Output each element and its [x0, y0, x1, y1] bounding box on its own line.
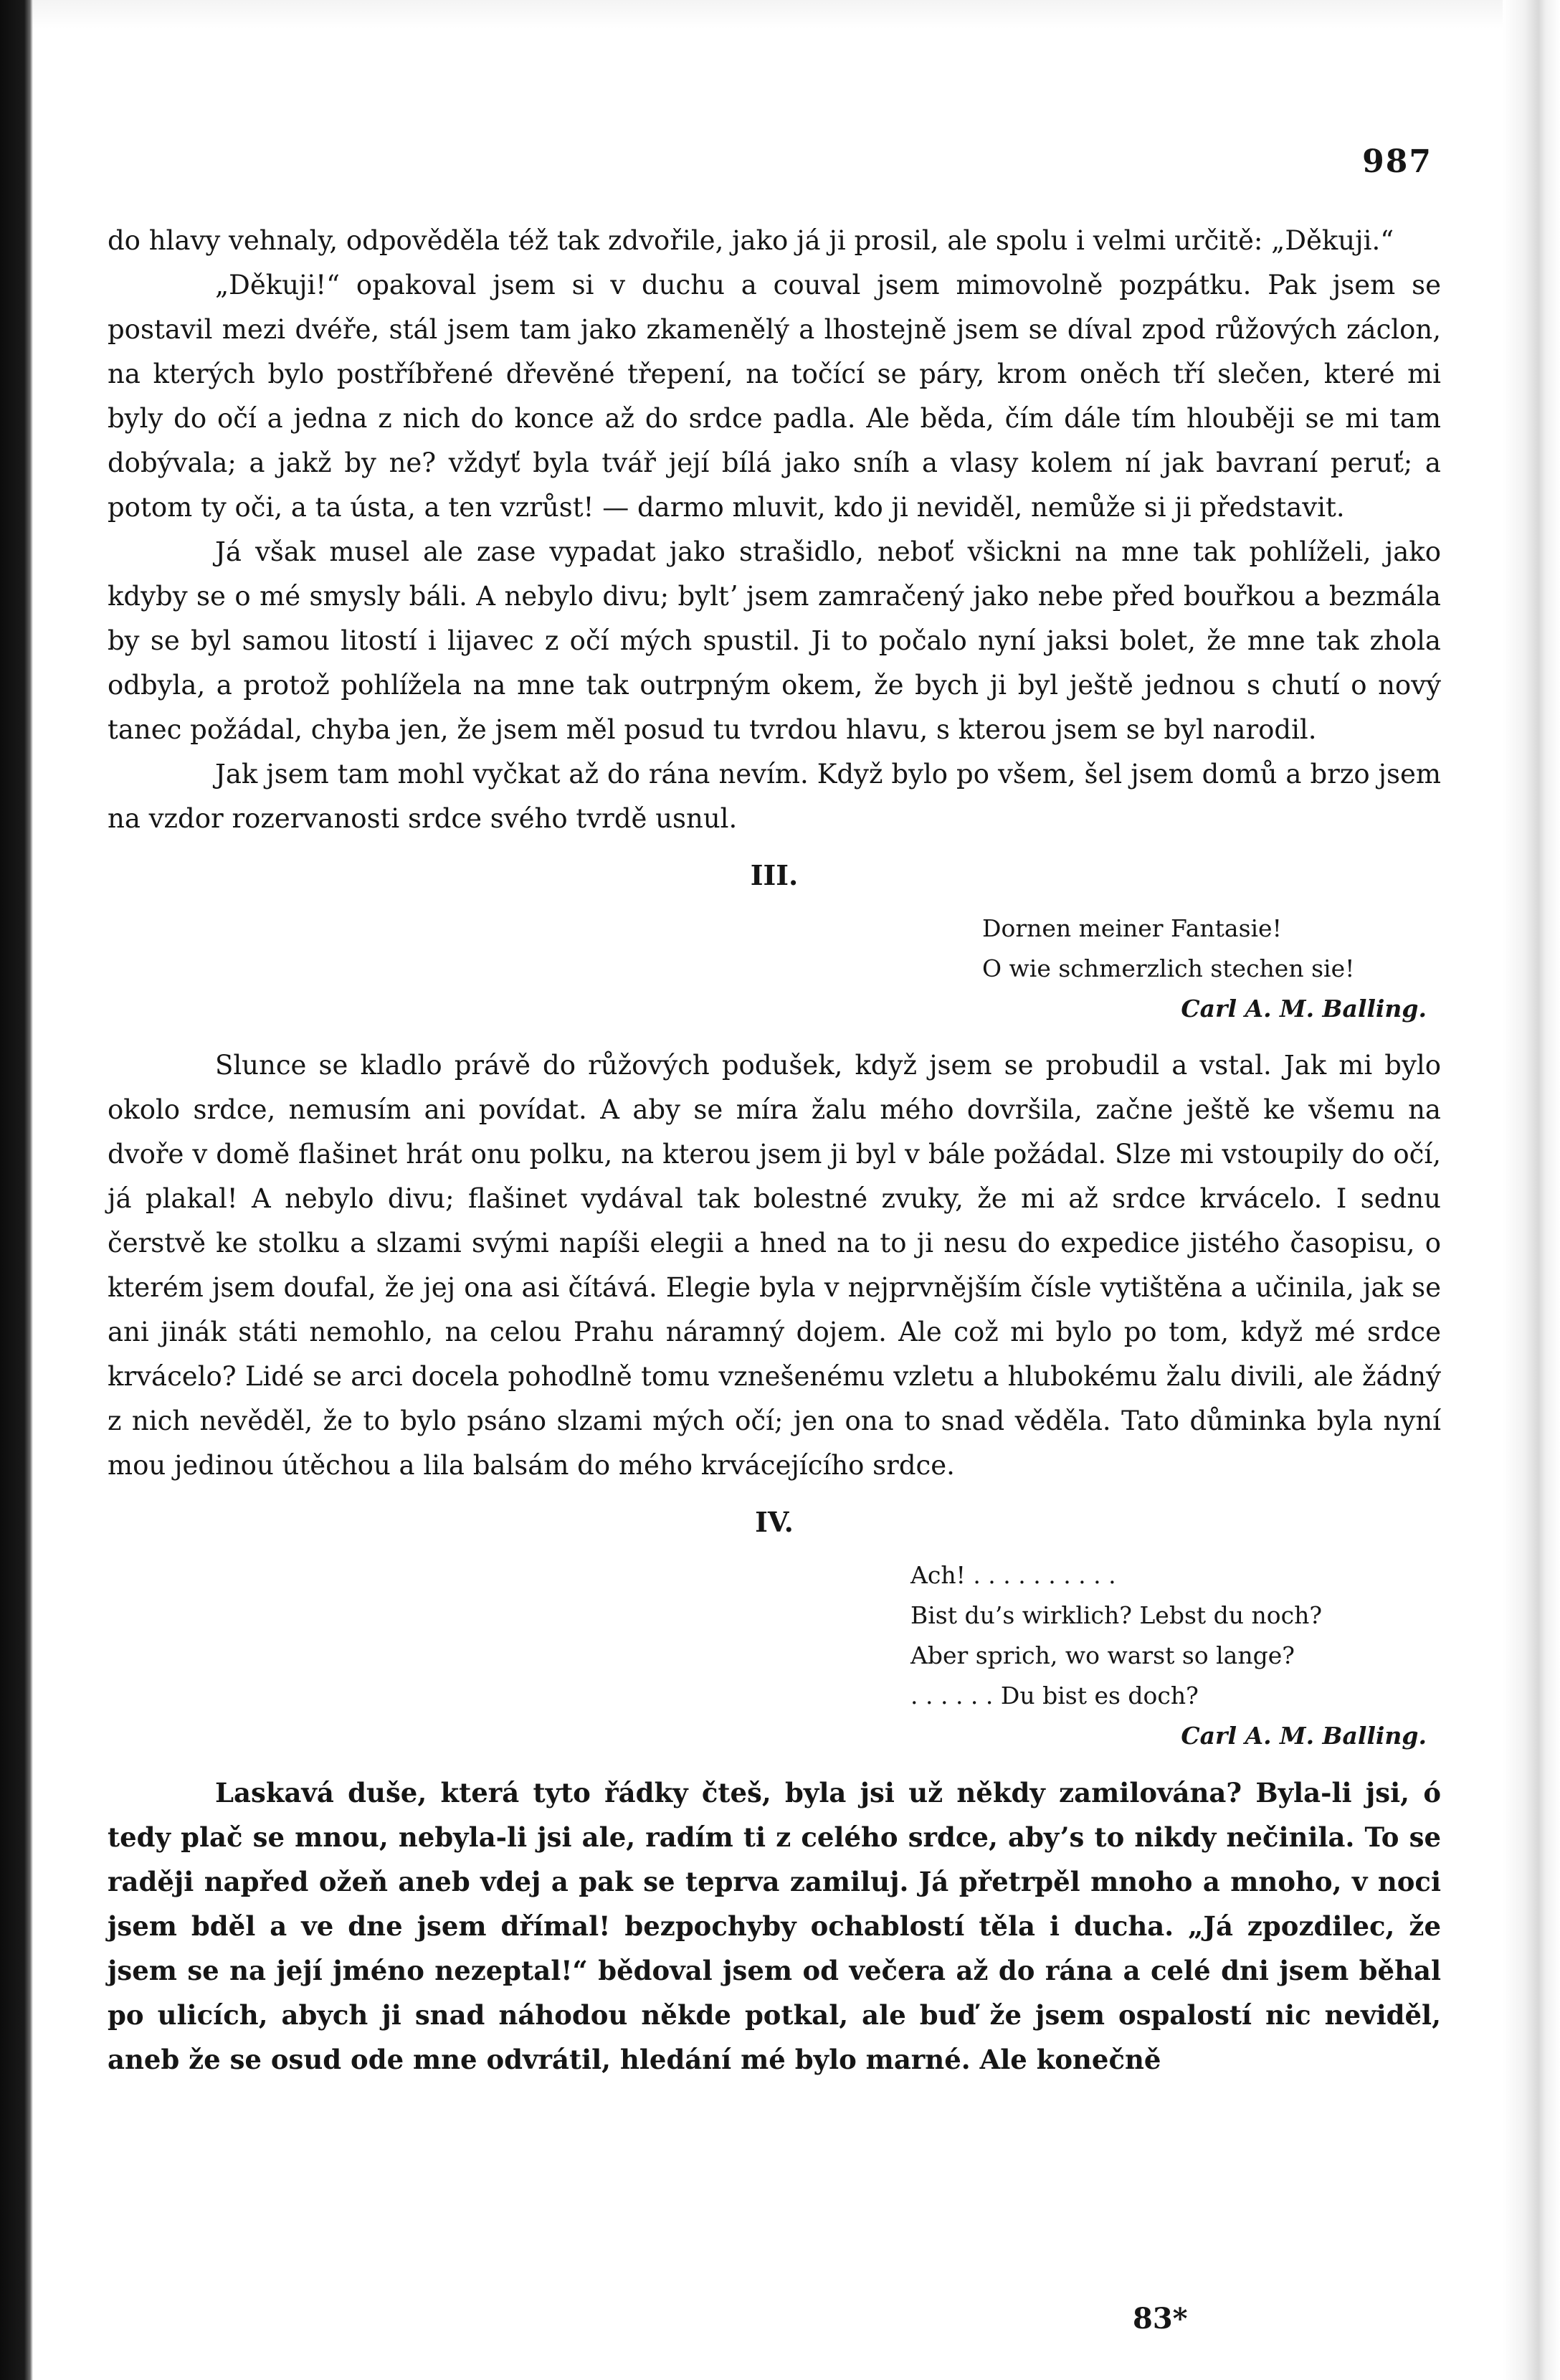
section-heading-iii: III.: [750, 859, 799, 891]
motto-line: . . . . . . Du bist es doch?: [910, 1682, 1199, 1710]
scan-top-edge: [33, 0, 1560, 29]
motto-iii: [982, 909, 1441, 1029]
paragraph: Jak jsem tam mohl vyčkat až do rána nevím. Když bylo po všem, šel jsem domů a brzo jsem na vzdor rozervanosti srdce svého tvrdě usnul.: [108, 759, 1441, 834]
scan-right-edge: [1503, 0, 1560, 2380]
book-page: [108, 129, 1441, 2359]
paragraph: Slunce se kladlo právě do růžových podušek, když jsem se probudil a vstal. Jak mi bylo okolo srdce, nemusím ani povídat. A aby se míra žalu mého dovršila, začne ještě ke všemu na dvoře v domě flašinet hrát onu polku, na kterou jsem ji byl v bále požádal. Slze mi vstoupily do očí, já plakal! A nebylo divu; flašinet vydával tak bolestné zvuky, že mi až srdce krvácelo. I sednu čerstvě ke stolku a slzami svými napíši elegii a hned na to ji nesu do expedice jistého časopisu, o kterém jsem doufal, že jej ona asi čítává. Elegie byla v nejprvnějším čísle vytištěna a učinila, jak se ani jinák státi nemohlo, na celou Prahu náramný dojem. Ale což mi bylo po tom, když mé srdce krvácelo? Lidé se arci docela pohodlně tomu vznešenému vzletu a hlubokému žalu divili, ale žádný z nich nevěděl, že to bylo psáno slzami mých očí; jen ona to snad věděla. Tato důminka byla nyní mou jedinou útěchou a lila balsám do mého krvácejícího srdce.: [108, 1050, 1441, 1481]
scan-binding-edge: [0, 0, 33, 2380]
paragraph: Laskavá duše, která tyto řádky čteš, byla jsi už někdy zamilována? Byla-li jsi, ó tedy plač se mnou, nebyla-li jsi ale, radím ti z celého srdce, aby’s to nikdy nečinila. To se raději napřed ožeň aneb vdej a pak se teprva zamiluj. Já přetrpěl mnoho a mnoho, v noci jsem bděl a ve dne jsem dřímal! bezpochyby ochablostí těla i ducha. „Já zpozdilec, že jsem se na její jméno nezeptal!“ bědoval jsem od večera až do rána a celé dni jsem běhal po ulicích, abych ji snad náhodou někde potkal, ale buď že jsem ospalostí nic neviděl, aneb že se osud ode mne odvrátil, hledání mé bylo marné. Ale konečně: [108, 1777, 1441, 2075]
motto-line: Dornen meiner Fantasie!: [982, 914, 1282, 942]
paragraph: Já však musel ale zase vypadat jako strašidlo, neboť všickni na mne tak pohlíželi, jako kdyby se o mé smysly báli. A nebylo divu; byltʼ jsem zamračený jako nebe před bouřkou a bezmála by se byl samou litostí i lijavec z očí mých spustil. Ji to počalo nyní jaksi bolet, že mne tak zhola odbyla, a protož pohlížela na mne tak outrpným okem, že bych ji byl ještě jednou s chutí o nový tanec požádal, chyba jen, že jsem měl posud tu tvrdou hlavu, s kterou jsem se byl narodil.: [108, 536, 1441, 745]
motto-iv: [910, 1555, 1441, 1756]
paragraph-continuation: do hlavy vehnaly, odpověděla též tak zdvořile, jako já ji prosil, ale spolu i velmi určitě: „Děkuji.“: [108, 225, 1394, 256]
printer-signature-mark: 83*: [1133, 2302, 1188, 2336]
motto-line: Ach! . . . . . . . . . .: [910, 1561, 1116, 1589]
motto-author: Carl A. M. Balling.: [1181, 995, 1427, 1023]
paragraph: „Děkuji!“ opakoval jsem si v duchu a couval jsem mimovolně pozpátku. Pak jsem se postavil mezi dvéře, stál jsem tam jako zkamenělý a lhostejně jsem se díval zpod růžových záclon, na kterých bylo postříbřené dřevěné třepení, na točící se páry, krom oněch tří slečen, které mi byly do očí a jedna z nich do konce až do srdce padla. Ale běda, čím dále tím hlouběji se mi tam dobývala; a jakž by ne? vždyť byla tvář její bílá jako sníh a vlasy kolem ní jak bavraní peruť; a potom ty oči, a ta ústa, a ten vzrůst! — darmo mluvit, kdo ji neviděl, nemůže si ji představit.: [108, 270, 1441, 523]
motto-line: Bist du’s wirklich? Lebst du noch?: [910, 1601, 1323, 1629]
motto-line: Aber sprich, wo warst so lange?: [910, 1641, 1295, 1669]
motto-author: Carl A. M. Balling.: [1181, 1722, 1427, 1750]
page-number: 987: [1362, 143, 1432, 180]
motto-line: O wie schmerzlich stechen sie!: [982, 954, 1355, 982]
section-heading-iv: IV.: [755, 1506, 794, 1538]
page-body: [108, 219, 1441, 2082]
